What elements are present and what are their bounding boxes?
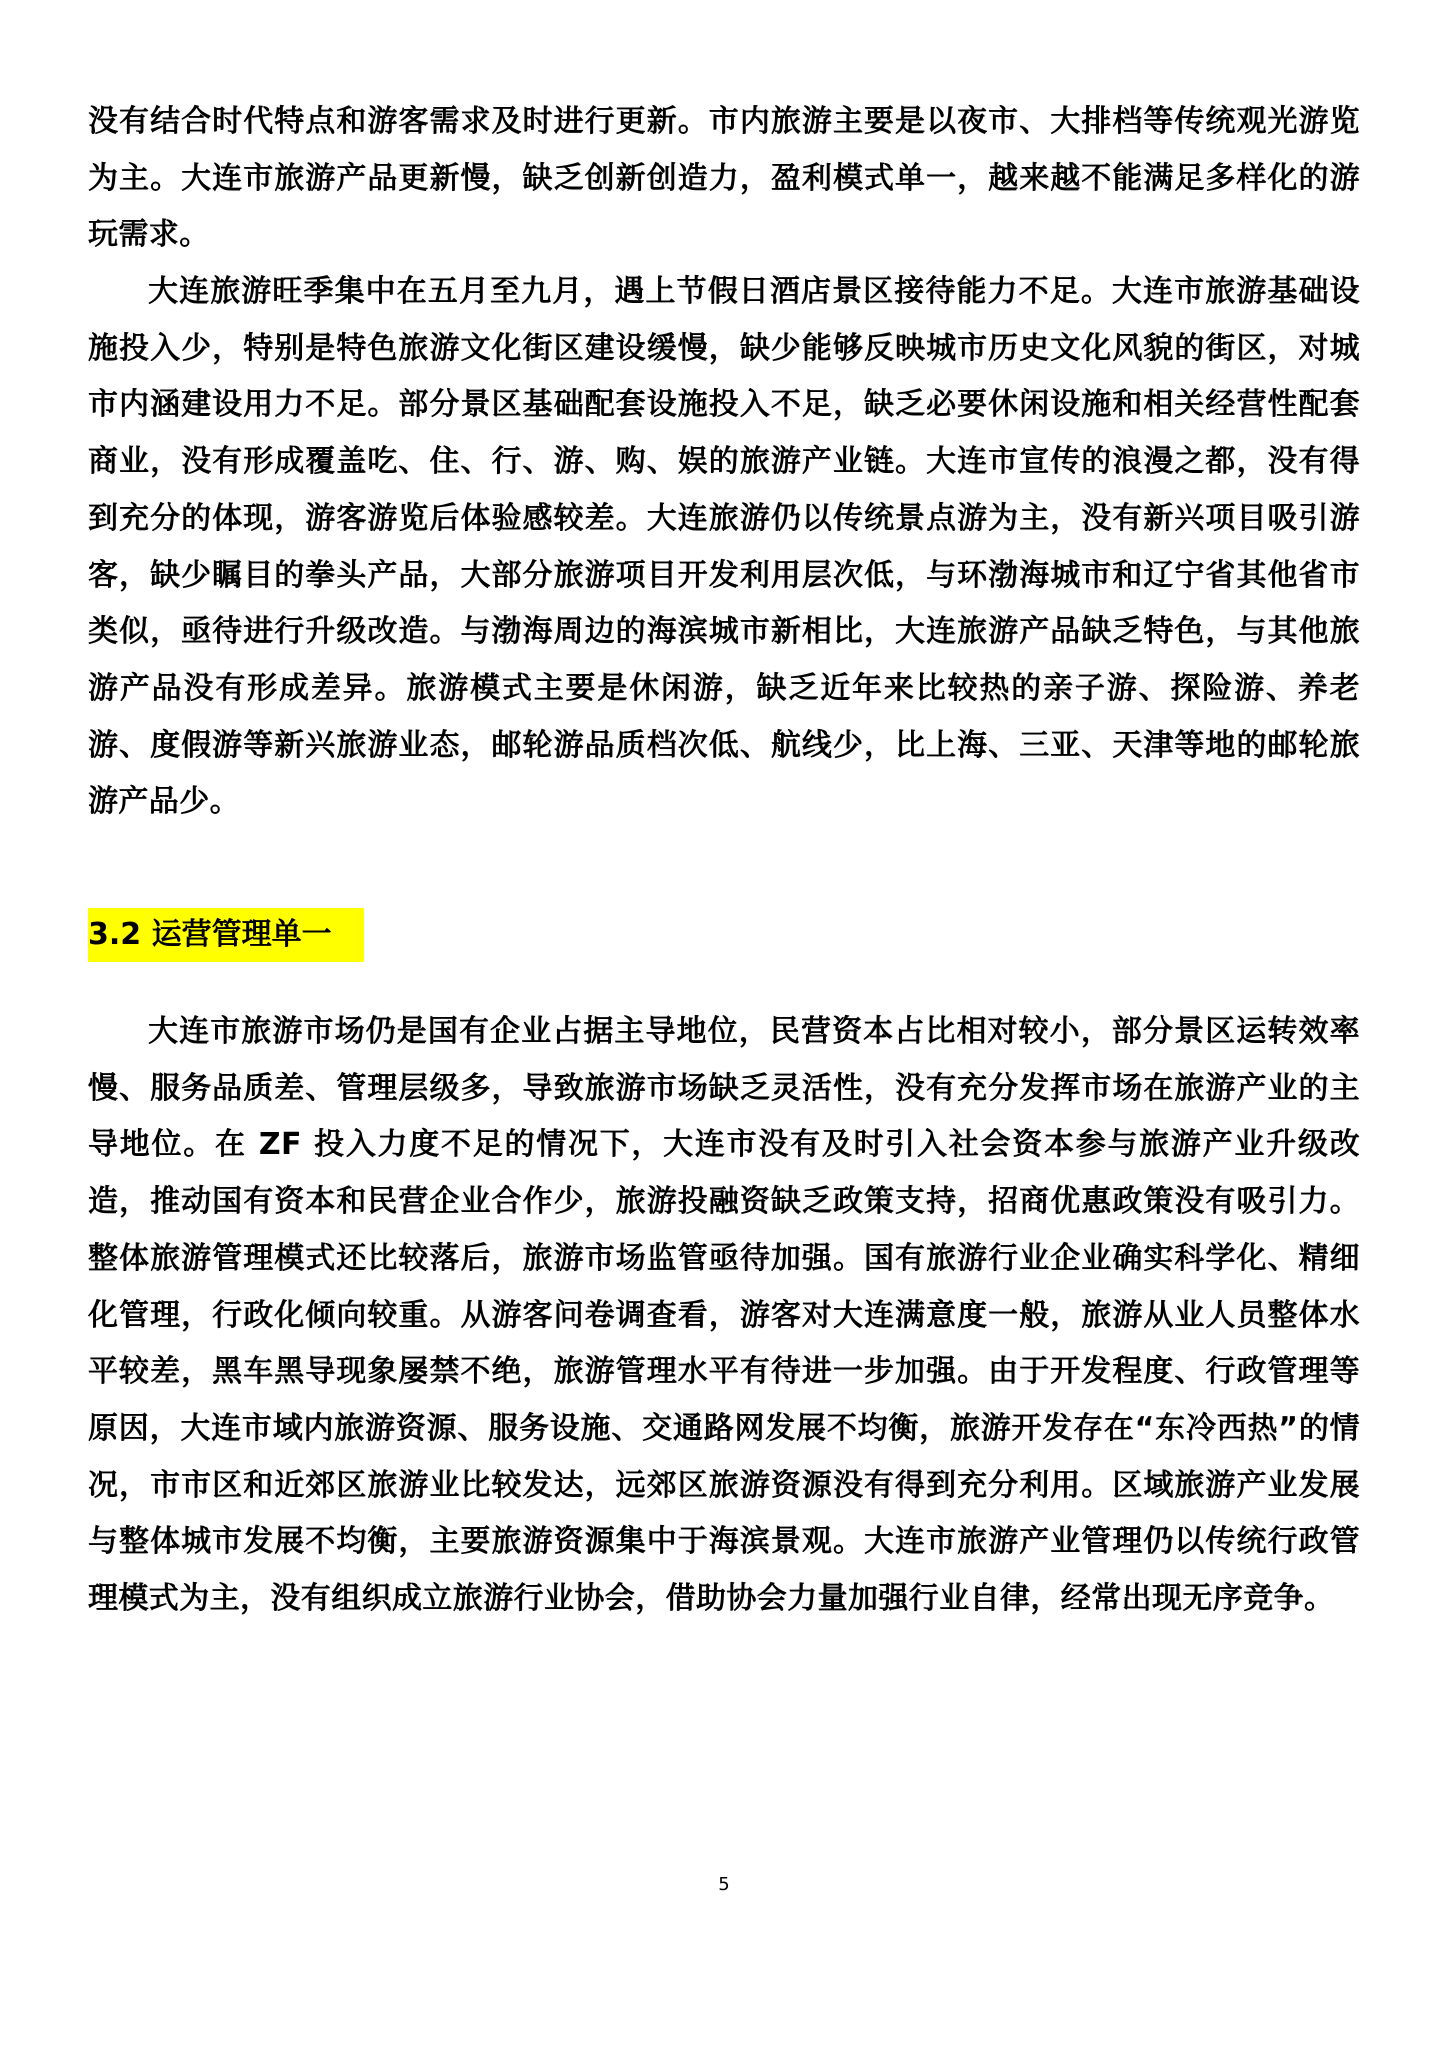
section-heading <box>88 908 364 962</box>
section-heading-text: 3.2 运营管理单一 <box>88 917 332 952</box>
page-number: 5 <box>718 1874 730 1895</box>
paragraph-operations-management: 大连市旅游市场仍是国有企业占据主导地位，民营资本占比相对较小，部分景区运转效率慢、服务品质差、管理层级多，导致旅游市场缺乏灵活性，没有充分发挥市场在旅游产业的主导地位。在 ZF 投入力度不足的情况下，大连市没有及时引入社会资本参与旅游产业升级改造，推动国有资本和民营企业合作少，旅游投融资缺乏政策支持，招商优惠政策没有吸引力。整体旅游管理模式还比较落后，旅游市场监管亟待加强。国有旅游行业企业确实科学化、精细化管理，行政化倾向较重。从游客问卷调查看，游客对大连满意度一般，旅游从业人员整体水平较差，黑车黑导现象屡禁不绝，旅游管理水平有待进一步加强。由于开发程度、行政管理等原因，大连市域内旅游资源、服务设施、交通路网发展不均衡，旅游开发存在“东冷西热”的情况，市市区和近郊区旅游业比较发达，远郊区旅游资源没有得到充分利用。区域旅游产业发展与整体城市发展不均衡，主要旅游资源集中于海滨景观。大连市旅游产业管理仍以传统行政管理模式为主，没有组织成立旅游行业协会，借助协会力量加强行业自律，经常出现无序竞争。 <box>88 1014 1360 1617</box>
paragraph-tourism-season: 大连旅游旺季集中在五月至九月，遇上节假日酒店景区接待能力不足。大连市旅游基础设施投入少，特别是特色旅游文化街区建设缓慢，缺少能够反映城市历史文化风貌的街区，对城市内涵建设用力不足。部分景区基础配套设施投入不足，缺乏必要休闲设施和相关经营性配套商业，没有形成覆盖吃、住、行、游、购、娱的旅游产业链。大连市宣传的浪漫之都，没有得到充分的体现，游客游览后体验感较差。大连旅游仍以传统景点游为主，没有新兴项目吸引游客，缺少瞩目的拳头产品，大部分旅游项目开发利用层次低，与环渤海城市和辽宁省其他省市类似，亟待进行升级改造。与渤海周边的海滨城市新相比，大连旅游产品缺乏特色，与其他旅游产品没有形成差异。旅游模式主要是休闲游，缺乏近年来比较热的亲子游、探险游、养老游、度假游等新兴旅游业态，邮轮游品质档次低、航线少，比上海、三亚、天津等地的邮轮旅游产品少。 <box>88 274 1360 820</box>
paragraph-continued: 没有结合时代特点和游客需求及时进行更新。市内旅游主要是以夜市、大排档等传统观光游览为主。大连市旅游产品更新慢，缺乏创新创造力，盈利模式单一，越来越不能满足多样化的游玩需求。 <box>88 104 1360 253</box>
